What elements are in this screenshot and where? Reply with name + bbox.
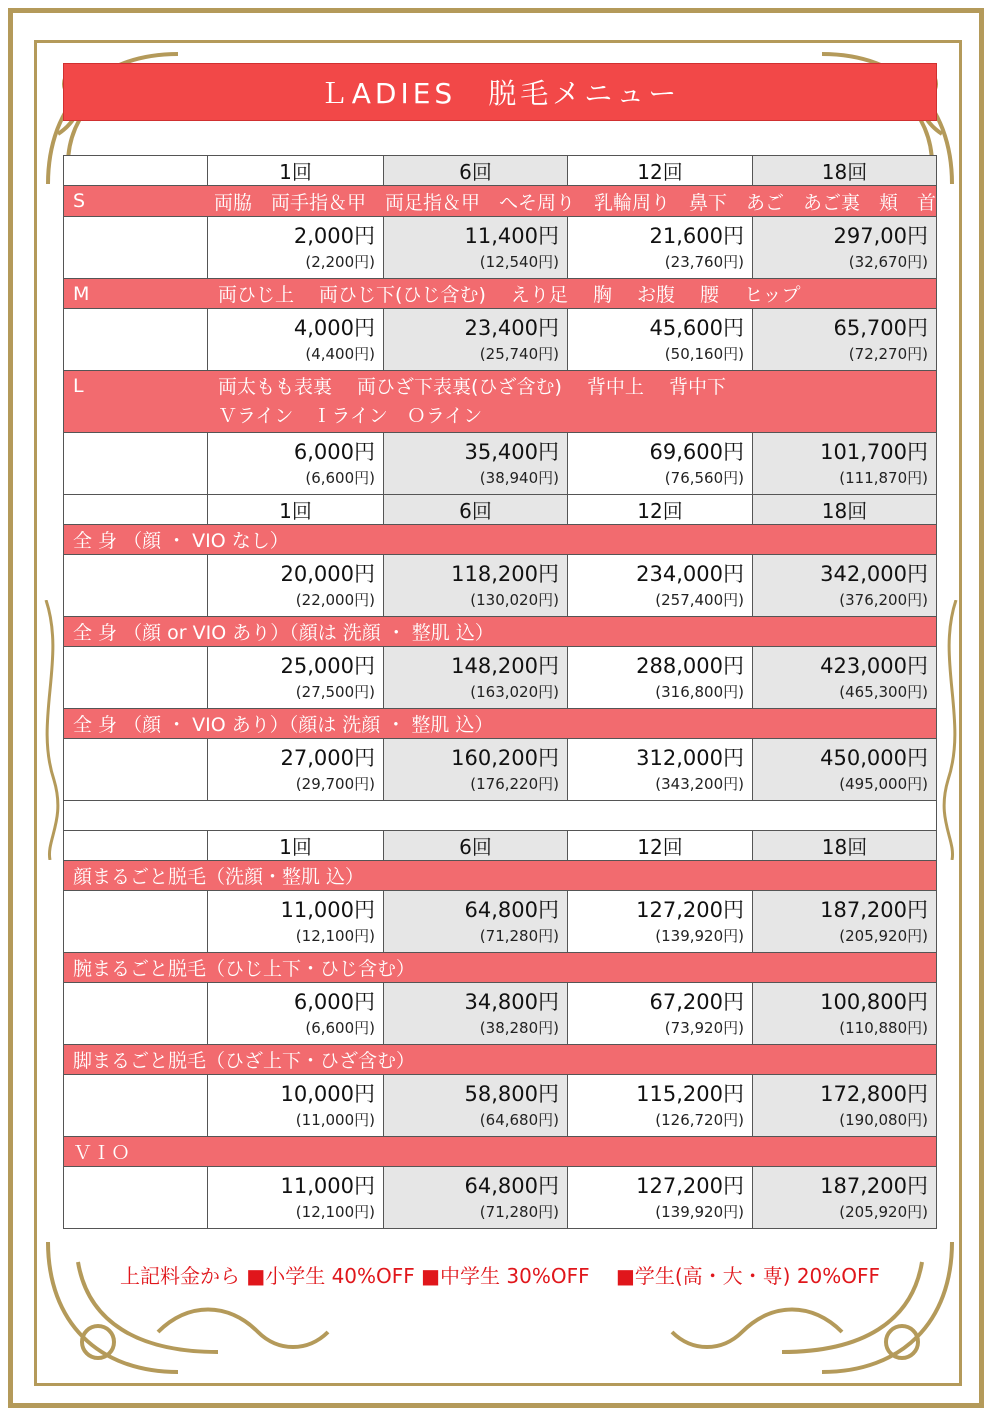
row-blank-cell <box>63 1167 208 1228</box>
price-cell <box>208 555 384 616</box>
row-blank-cell <box>63 647 208 708</box>
column-header: 18回 <box>753 495 937 524</box>
flourish-right-side-icon <box>934 600 964 860</box>
price: 127,200円 <box>636 1173 744 1198</box>
taxed-price: (139,920円) <box>655 1202 744 1221</box>
price: 450,000円 <box>820 745 928 770</box>
category-row-full-body-face-and-vio: 全 身 （顔 ・ VIO あり）（顔は 洗顔 ・ 整肌 込） <box>63 708 937 738</box>
price: 4,000円 <box>293 315 375 340</box>
price-cell <box>753 309 937 370</box>
taxed-price: (6,600円) <box>305 1018 375 1037</box>
price: 25,000円 <box>280 653 375 678</box>
price-cell <box>208 891 384 952</box>
row-blank-cell <box>63 433 208 494</box>
price-cell <box>384 433 568 494</box>
price: 20,000円 <box>280 561 375 586</box>
price-cell <box>208 739 384 800</box>
price-cell <box>384 1167 568 1228</box>
price-cell <box>384 309 568 370</box>
taxed-price: (50,160円) <box>664 344 744 363</box>
price-cell <box>568 983 753 1044</box>
price-cell <box>753 647 937 708</box>
price-cell <box>753 1075 937 1136</box>
taxed-price: (71,280円) <box>479 1202 559 1221</box>
price: 67,200円 <box>649 989 744 1014</box>
column-header: 6回 <box>384 156 568 185</box>
price-cell <box>753 983 937 1044</box>
category-parts-line2: Ｖライン Ｉライン Ｏライン <box>218 404 483 427</box>
header-blank-cell <box>63 495 208 524</box>
flourish-bottom-left-icon <box>38 1232 338 1382</box>
taxed-price: (71,280円) <box>479 926 559 945</box>
taxed-price: (110,880円) <box>839 1018 928 1037</box>
taxed-price: (163,020円) <box>470 682 559 701</box>
category-row-full-body: 全 身 （顔 ・ VIO なし） <box>63 524 937 554</box>
taxed-price: (22,000円) <box>295 590 375 609</box>
price-table <box>63 155 937 1229</box>
taxed-price: (130,020円) <box>470 590 559 609</box>
column-header-row <box>63 830 937 860</box>
taxed-price: (23,760円) <box>664 252 744 271</box>
price: 423,000円 <box>820 653 928 678</box>
column-header: 1回 <box>208 495 384 524</box>
price-cell <box>753 739 937 800</box>
taxed-price: (25,740円) <box>479 344 559 363</box>
taxed-price: (343,200円) <box>655 774 744 793</box>
taxed-price: (6,600円) <box>305 468 375 487</box>
row-blank-cell <box>63 983 208 1044</box>
category-row-arm: 腕まるごと脱毛（ひじ上下・ひじ含む） <box>63 952 937 982</box>
category-row-s <box>63 185 937 216</box>
price: 101,700円 <box>820 439 928 464</box>
price: 148,200円 <box>451 653 559 678</box>
price: 11,400円 <box>464 223 559 248</box>
taxed-price: (73,920円) <box>664 1018 744 1037</box>
price: 100,800円 <box>820 989 928 1014</box>
price: 312,000円 <box>636 745 744 770</box>
taxed-price: (111,870円) <box>839 468 928 487</box>
price: 69,600円 <box>649 439 744 464</box>
taxed-price: (12,100円) <box>295 926 375 945</box>
price-cell <box>384 983 568 1044</box>
taxed-price: (76,560円) <box>664 468 744 487</box>
taxed-price: (12,540円) <box>479 252 559 271</box>
price-row-full-body-face-or-vio <box>63 646 937 708</box>
price-cell <box>384 739 568 800</box>
category-row-l <box>63 370 937 432</box>
price: 288,000円 <box>636 653 744 678</box>
column-header: 12回 <box>568 831 753 860</box>
category-row-vio: ＶＩＯ <box>63 1136 937 1166</box>
taxed-price: (465,300円) <box>839 682 928 701</box>
taxed-price: (4,400円) <box>305 344 375 363</box>
taxed-price: (205,920円) <box>839 1202 928 1221</box>
header-blank-cell <box>63 156 208 185</box>
price-cell <box>568 739 753 800</box>
price: 45,600円 <box>649 315 744 340</box>
taxed-price: (38,280円) <box>479 1018 559 1037</box>
taxed-price: (190,080円) <box>839 1110 928 1129</box>
row-blank-cell <box>63 217 208 278</box>
price-cell <box>753 433 937 494</box>
taxed-price: (11,000円) <box>295 1110 375 1129</box>
price-cell <box>208 983 384 1044</box>
taxed-price: (64,680円) <box>479 1110 559 1129</box>
column-header: 18回 <box>753 831 937 860</box>
spacer-row <box>63 800 937 830</box>
price-row-leg <box>63 1074 937 1136</box>
price-cell <box>568 433 753 494</box>
taxed-price: (72,270円) <box>848 344 928 363</box>
taxed-price: (376,200円) <box>839 590 928 609</box>
price-cell <box>568 309 753 370</box>
price: 297,00円 <box>833 223 928 248</box>
header-blank-cell <box>63 831 208 860</box>
price: 21,600円 <box>649 223 744 248</box>
discount-note: 上記料金から ■小学生 40%OFF ■中学生 30%OFF ■学生(高・大・専) 20%OFF <box>119 1264 881 1288</box>
price: 187,200円 <box>820 1173 928 1198</box>
price: 65,700円 <box>833 315 928 340</box>
price-cell <box>568 891 753 952</box>
taxed-price: (205,920円) <box>839 926 928 945</box>
taxed-price: (495,000円) <box>839 774 928 793</box>
taxed-price: (139,920円) <box>655 926 744 945</box>
taxed-price: (12,100円) <box>295 1202 375 1221</box>
price-row-face <box>63 890 937 952</box>
category-row-m <box>63 278 937 308</box>
price: 6,000円 <box>293 439 375 464</box>
price-cell <box>384 555 568 616</box>
price: 11,000円 <box>280 1173 375 1198</box>
price: 160,200円 <box>451 745 559 770</box>
price: 2,000円 <box>293 223 375 248</box>
price: 127,200円 <box>636 897 744 922</box>
taxed-price: (29,700円) <box>295 774 375 793</box>
price-cell <box>568 647 753 708</box>
price: 58,800円 <box>464 1081 559 1106</box>
price-cell <box>208 1075 384 1136</box>
category-code: M <box>73 282 90 305</box>
table-bottom-border <box>63 1228 937 1229</box>
price-row-full-body <box>63 554 937 616</box>
price: 6,000円 <box>293 989 375 1014</box>
page-title: ＬADIES 脱毛メニュー <box>63 63 937 121</box>
price-cell <box>753 217 937 278</box>
price: 342,000円 <box>820 561 928 586</box>
category-parts-block <box>209 371 936 432</box>
price-cell <box>208 433 384 494</box>
row-blank-cell <box>63 309 208 370</box>
taxed-price: (27,500円) <box>295 682 375 701</box>
price: 10,000円 <box>280 1081 375 1106</box>
price: 23,400円 <box>464 315 559 340</box>
price-cell <box>208 647 384 708</box>
price-cell <box>384 217 568 278</box>
price: 64,800円 <box>464 1173 559 1198</box>
price-cell <box>384 1075 568 1136</box>
price: 187,200円 <box>820 897 928 922</box>
price: 27,000円 <box>280 745 375 770</box>
category-parts: 両太もも表裏 両ひざ下表裏(ひざ含む) 背中上 背中下 <box>218 375 726 398</box>
price-cell <box>753 891 937 952</box>
price: 115,200円 <box>636 1081 744 1106</box>
price-cell <box>568 217 753 278</box>
row-blank-cell <box>63 739 208 800</box>
taxed-price: (32,670円) <box>848 252 928 271</box>
taxed-price: (316,800円) <box>655 682 744 701</box>
row-blank-cell <box>63 555 208 616</box>
column-header: 6回 <box>384 831 568 860</box>
price-row-m <box>63 308 937 370</box>
category-code: L <box>73 375 84 397</box>
price-cell <box>384 647 568 708</box>
taxed-price: (176,220円) <box>470 774 559 793</box>
taxed-price: (126,720円) <box>655 1110 744 1129</box>
flourish-bottom-right-icon <box>662 1232 962 1382</box>
price: 34,800円 <box>464 989 559 1014</box>
category-row-full-body-face-or-vio: 全 身 （顔 or VIO あり）（顔は 洗顔 ・ 整肌 込） <box>63 616 937 646</box>
column-header: 12回 <box>568 495 753 524</box>
price-cell <box>208 1167 384 1228</box>
price-cell <box>568 1075 753 1136</box>
row-blank-cell <box>63 1075 208 1136</box>
price: 234,000円 <box>636 561 744 586</box>
price: 11,000円 <box>280 897 375 922</box>
category-parts: 両ひじ上 両ひじ下(ひじ含む) えり足 胸 お腹 腰 ヒップ <box>218 284 801 306</box>
price-cell <box>753 1167 937 1228</box>
row-blank-cell <box>63 891 208 952</box>
taxed-price: (38,940円) <box>479 468 559 487</box>
price: 35,400円 <box>464 439 559 464</box>
price-row-full-body-face-and-vio <box>63 738 937 800</box>
price: 172,800円 <box>820 1081 928 1106</box>
taxed-price: (257,400円) <box>655 590 744 609</box>
category-row-leg: 脚まるごと脱毛（ひざ上下・ひざ含む） <box>63 1044 937 1074</box>
column-header-row <box>63 155 937 185</box>
price-row-s <box>63 216 937 278</box>
price: 118,200円 <box>451 561 559 586</box>
category-row-face: 顔まるごと脱毛（洗顔・整肌 込） <box>63 860 937 890</box>
column-header: 1回 <box>208 831 384 860</box>
category-code: S <box>73 190 86 212</box>
price-row-arm <box>63 982 937 1044</box>
column-header-row <box>63 494 937 524</box>
category-parts: 両脇 両手指＆甲 両足指＆甲 へそ周り 乳輪周り 鼻下 あご あご裏 頬 首 <box>213 191 936 214</box>
column-header: 12回 <box>568 156 753 185</box>
price-cell <box>208 309 384 370</box>
price-row-l <box>63 432 937 494</box>
price-cell <box>568 555 753 616</box>
price-row-vio <box>63 1166 937 1228</box>
price-cell <box>753 555 937 616</box>
price: 64,800円 <box>464 897 559 922</box>
column-header: 18回 <box>753 156 937 185</box>
column-header: 1回 <box>208 156 384 185</box>
price-cell <box>384 891 568 952</box>
price-cell <box>208 217 384 278</box>
taxed-price: (2,200円) <box>305 252 375 271</box>
column-header: 6回 <box>384 495 568 524</box>
price-cell <box>568 1167 753 1228</box>
